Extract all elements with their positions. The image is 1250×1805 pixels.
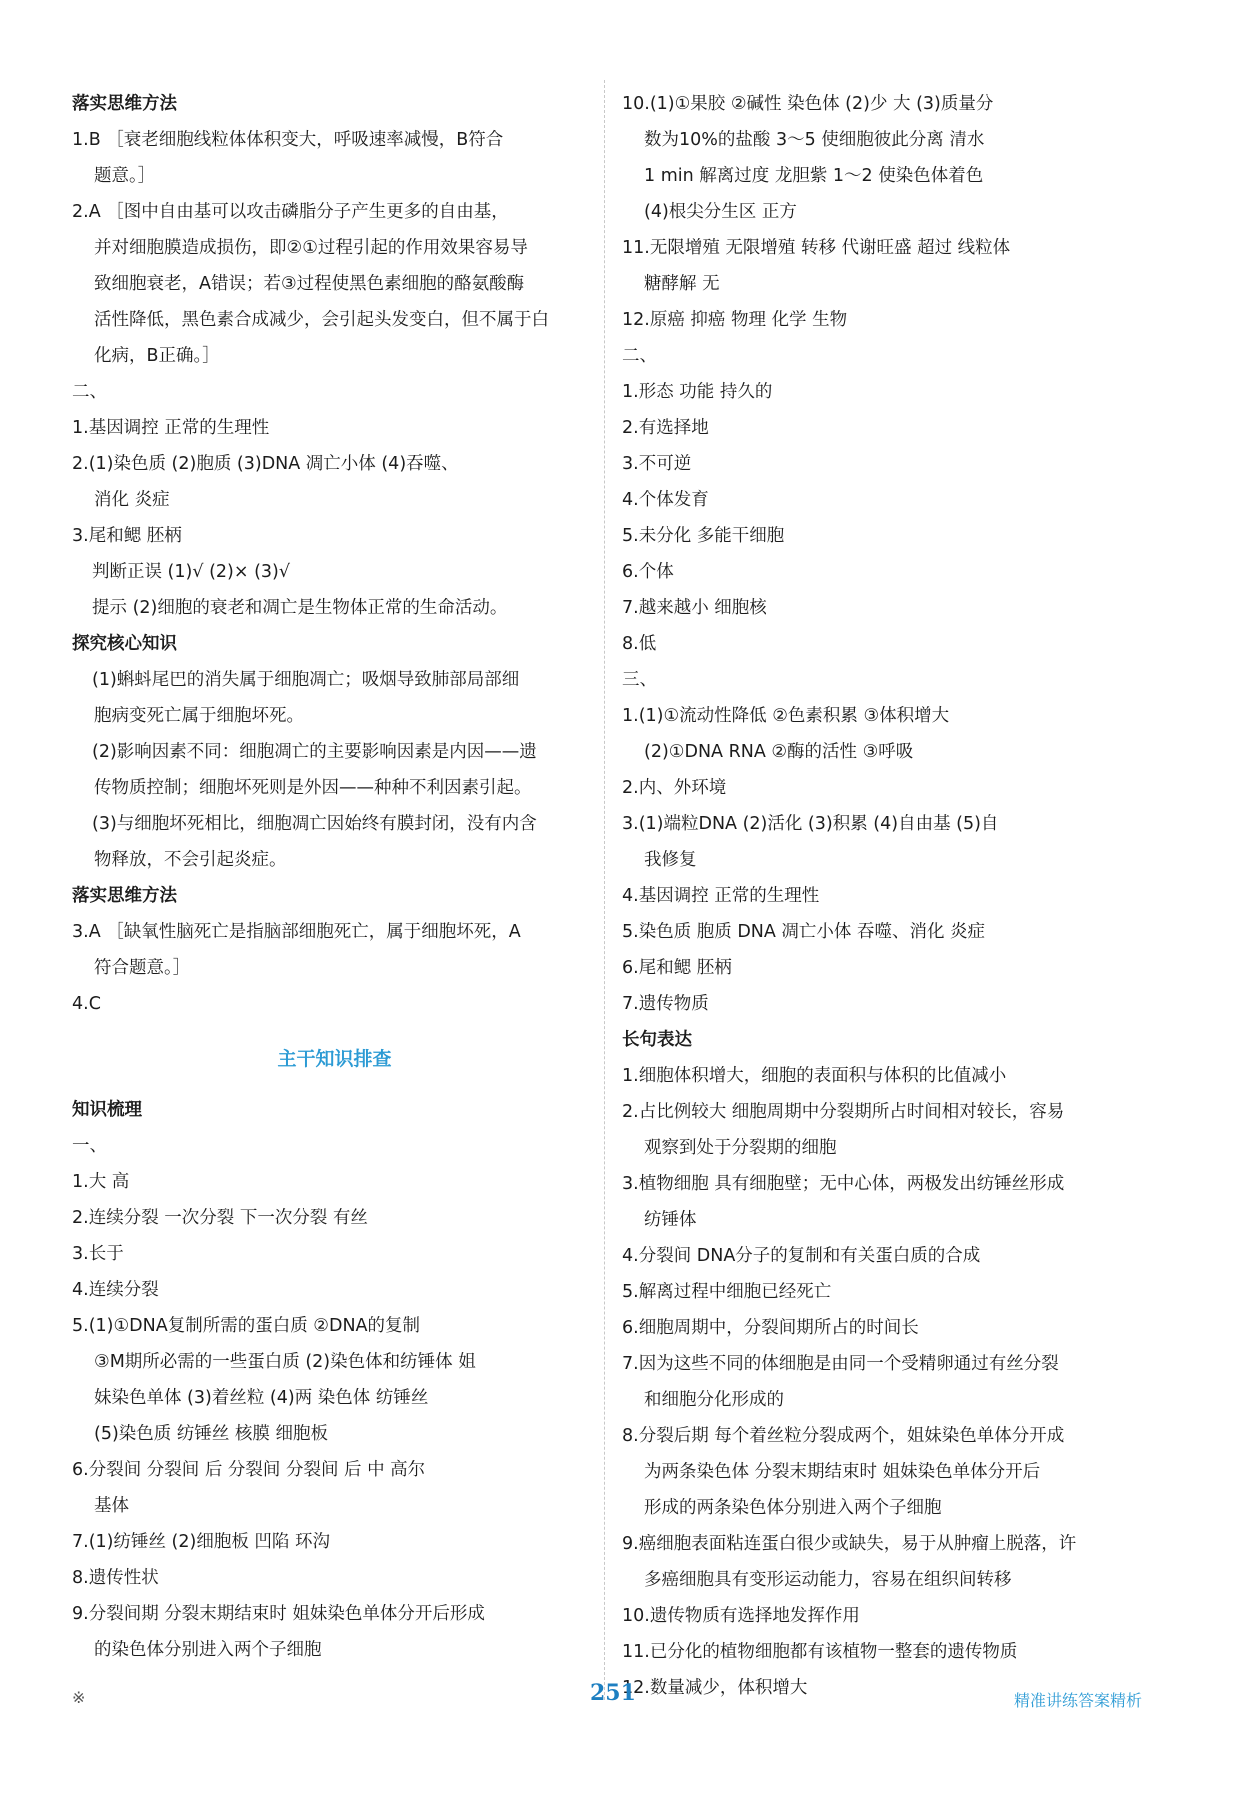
answer-line: 化病，B正确。］ [94, 346, 220, 366]
answer-line: 妹染色单体 (3)着丝粒 (4)两 染色体 纺锤丝 [94, 1388, 429, 1408]
answer-line: 5.解离过程中细胞已经死亡 [622, 1282, 832, 1302]
answer-line: (5)染色质 纺锤丝 核膜 细胞板 [94, 1424, 328, 1444]
answer-line: 7.因为这些不同的体细胞是由同一个受精卵通过有丝分裂 [622, 1354, 1059, 1374]
left-column [72, 86, 597, 1668]
answer-line: 我修复 [644, 850, 697, 870]
answer-line: 2.占比例较大 细胞周期中分裂期所占时间相对较长，容易 [622, 1102, 1065, 1122]
answer-line: 10.遗传物质有选择地发挥作用 [622, 1606, 860, 1626]
answer-line: 物释放，不会引起炎症。 [94, 850, 287, 870]
answer-line: 提示 (2)细胞的衰老和凋亡是生物体正常的生命活动。 [92, 598, 508, 618]
answer-line: 4.基因调控 正常的生理性 [622, 886, 820, 906]
answer-line: 2.内、外环境 [622, 778, 727, 798]
answer-line: 4.C [72, 994, 101, 1014]
answer-line: 数为10%的盐酸 3～5 使细胞彼此分离 清水 [644, 130, 985, 150]
answer-line: 5.染色质 胞质 DNA 凋亡小体 吞噬、消化 炎症 [622, 922, 986, 942]
answer-line: 5.(1)①DNA复制所需的蛋白质 ②DNA的复制 [72, 1316, 420, 1336]
answer-line: 7.(1)纺锤丝 (2)细胞板 凹陷 环沟 [72, 1532, 330, 1552]
answer-line: 12.数量减少，体积增大 [622, 1678, 808, 1698]
section-heading: 落实思维方法 [72, 94, 177, 114]
answer-line: ③M期所必需的一些蛋白质 (2)染色体和纺锤体 姐 [94, 1352, 476, 1372]
answer-line: 3.植物细胞 具有细胞壁；无中心体，两极发出纺锤丝形成 [622, 1174, 1065, 1194]
answer-line: 8.分裂后期 每个着丝粒分裂成两个，姐妹染色单体分开成 [622, 1426, 1065, 1446]
answer-line: 消化 炎症 [94, 490, 170, 510]
footer-mark: ※ [72, 1688, 86, 1707]
answer-line: 基体 [94, 1496, 129, 1516]
answer-line: 为两条染色体 分裂末期结束时 姐妹染色单体分开后 [644, 1462, 1041, 1482]
answer-line: 二、 [72, 382, 107, 402]
answer-line: 观察到处于分裂期的细胞 [644, 1138, 837, 1158]
section-heading: 知识梳理 [72, 1100, 142, 1120]
answer-line: 9.癌细胞表面粘连蛋白很少或缺失，易于从肿瘤上脱落，许 [622, 1534, 1077, 1554]
answer-line: (1)蝌蚪尾巴的消失属于细胞凋亡；吸烟导致肺部局部细 [92, 670, 520, 690]
answer-line: 符合题意。］ [94, 958, 191, 978]
answer-line: 3.不可逆 [622, 454, 692, 474]
answer-line: (2)①DNA RNA ②酶的活性 ③呼吸 [644, 742, 914, 762]
answer-line: 10.(1)①果胶 ②碱性 染色体 (2)少 大 (3)质量分 [622, 94, 994, 114]
answer-line: 活性降低，黑色素合成减少，会引起头发变白，但不属于白 [94, 310, 549, 330]
column-divider [604, 80, 605, 1700]
answer-line: 二、 [622, 346, 657, 366]
answer-line: 糖酵解 无 [644, 274, 720, 294]
answer-line: (3)与细胞坏死相比，细胞凋亡因始终有膜封闭，没有内含 [92, 814, 537, 834]
section-heading: 落实思维方法 [72, 886, 177, 906]
answer-line: 多癌细胞具有变形运动能力，容易在组织间转移 [644, 1570, 1012, 1590]
section-heading: 探究核心知识 [72, 634, 177, 654]
answer-line: 1.形态 功能 持久的 [622, 382, 773, 402]
answer-line: 9.分裂间期 分裂末期结束时 姐妹染色单体分开后形成 [72, 1604, 485, 1624]
answer-line: 1 min 解离过度 龙胆紫 1～2 使染色体着色 [644, 166, 984, 186]
answer-line: 一、 [72, 1136, 107, 1156]
answer-line: 纺锤体 [644, 1210, 697, 1230]
answer-line: (4)根尖分生区 正方 [644, 202, 797, 222]
answer-line: 4.个体发育 [622, 490, 709, 510]
answer-line: 1.B ［衰老细胞线粒体体积变大，呼吸速率减慢，B符合 [72, 130, 504, 150]
answer-line: 三、 [622, 670, 657, 690]
answer-line: 2.A ［图中自由基可以攻击磷脂分子产生更多的自由基， [72, 202, 509, 222]
answer-line: 6.细胞周期中，分裂间期所占的时间长 [622, 1318, 919, 1338]
footer-book-title: 精准讲练答案精析 [1013, 1691, 1142, 1710]
answer-line: 7.越来越小 细胞核 [622, 598, 767, 618]
answer-line: 11.无限增殖 无限增殖 转移 代谢旺盛 超过 线粒体 [622, 238, 1011, 258]
answer-line: 4.连续分裂 [72, 1280, 159, 1300]
answer-line: 致细胞衰老，A错误；若③过程使黑色素细胞的酪氨酸酶 [94, 274, 525, 294]
answer-line: 6.尾和鳃 胚柄 [622, 958, 732, 978]
answer-line: 11.已分化的植物细胞都有该植物一整套的遗传物质 [622, 1642, 1018, 1662]
answer-line: 的染色体分别进入两个子细胞 [94, 1640, 322, 1660]
answer-line: 4.分裂间 DNA分子的复制和有关蛋白质的合成 [622, 1246, 981, 1266]
answer-line: 形成的两条染色体分别进入两个子细胞 [644, 1498, 942, 1518]
answer-line: 1.大 高 [72, 1172, 130, 1192]
answer-line: 5.未分化 多能干细胞 [622, 526, 785, 546]
answer-line: 2.(1)染色质 (2)胞质 (3)DNA 凋亡小体 (4)吞噬、 [72, 454, 459, 474]
answer-line: 6.个体 [622, 562, 674, 582]
section-title: 主干知识排查 [277, 1048, 392, 1070]
section-heading: 长句表达 [622, 1030, 692, 1050]
answer-line: 7.遗传物质 [622, 994, 709, 1014]
answer-line: 2.有选择地 [622, 418, 709, 438]
answer-line: 2.连续分裂 一次分裂 下一次分裂 有丝 [72, 1208, 368, 1228]
page-number: 251 [590, 1680, 636, 1706]
answer-line: (2)影响因素不同：细胞凋亡的主要影响因素是内因——遗 [92, 742, 537, 762]
answer-line: 8.遗传性状 [72, 1568, 159, 1588]
right-column [622, 86, 1142, 1706]
answer-line: 6.分裂间 分裂间 后 分裂间 分裂间 后 中 高尔 [72, 1460, 426, 1480]
answer-line: 3.(1)端粒DNA (2)活化 (3)积累 (4)自由基 (5)自 [622, 814, 999, 834]
answer-line: 12.原癌 抑癌 物理 化学 生物 [622, 310, 848, 330]
answer-line: 题意。］ [94, 166, 156, 186]
answer-line: 胞病变死亡属于细胞坏死。 [94, 706, 304, 726]
answer-line: 3.A ［缺氧性脑死亡是指脑部细胞死亡，属于细胞坏死，A [72, 922, 521, 942]
answer-line: 并对细胞膜造成损伤，即②①过程引起的作用效果容易导 [94, 238, 528, 258]
answer-line: 判断正误 (1)√ (2)× (3)√ [92, 562, 291, 582]
answer-line: 1.基因调控 正常的生理性 [72, 418, 270, 438]
answer-line: 和细胞分化形成的 [644, 1390, 784, 1410]
answer-line: 1.细胞体积增大，细胞的表面积与体积的比值减小 [622, 1066, 1007, 1086]
answer-line: 传物质控制；细胞坏死则是外因——种种不利因素引起。 [94, 778, 532, 798]
answer-line: 3.长于 [72, 1244, 124, 1264]
answer-line: 8.低 [622, 634, 657, 654]
answer-line: 1.(1)①流动性降低 ②色素积累 ③体积增大 [622, 706, 950, 726]
answer-line: 3.尾和鳃 胚柄 [72, 526, 182, 546]
